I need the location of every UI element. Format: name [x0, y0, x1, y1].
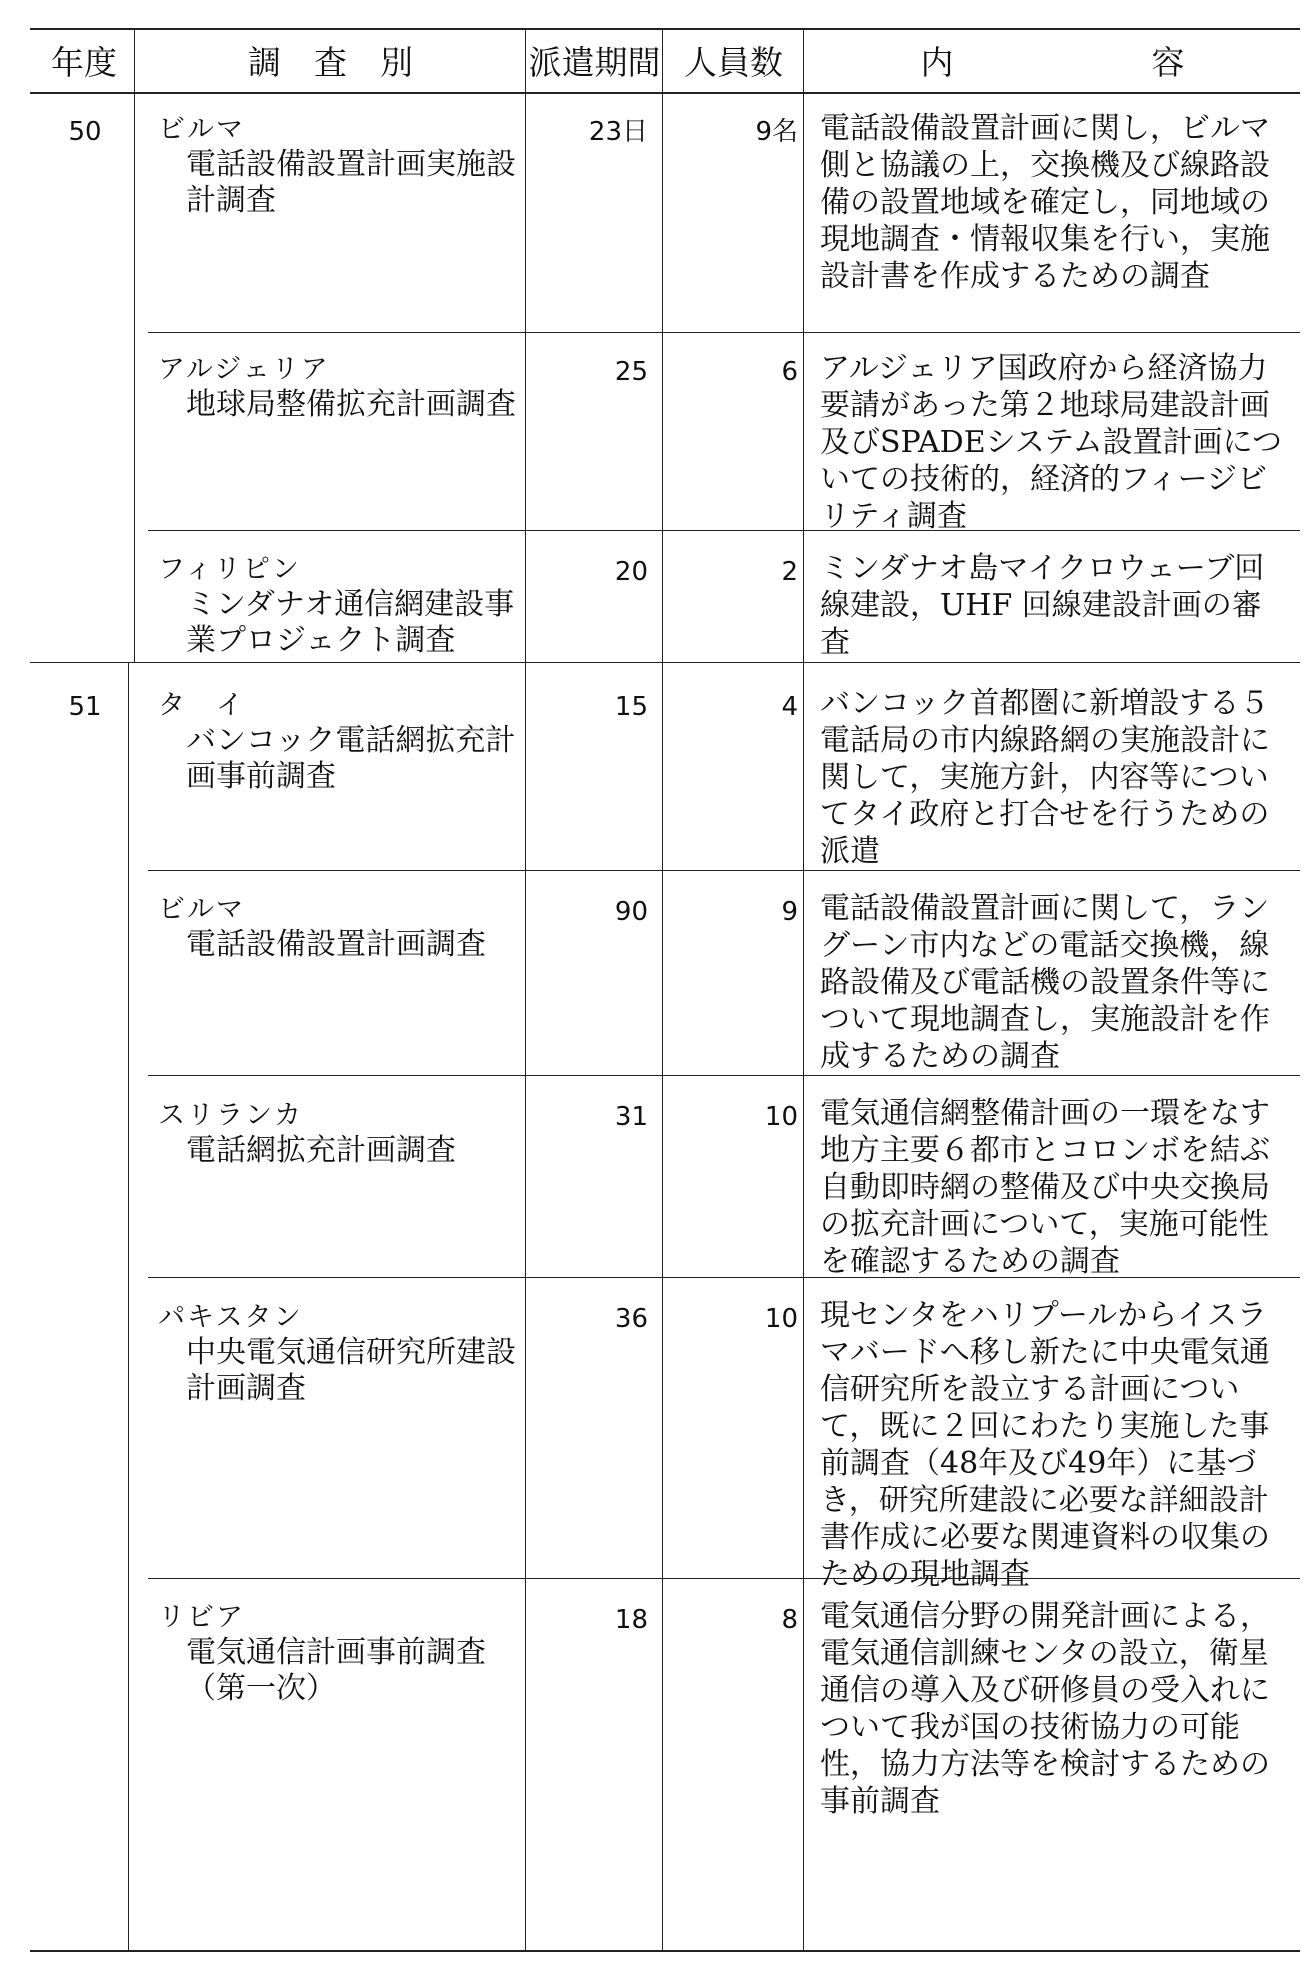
content-cell: 電話設備設置計画に関し，ビルマ側と協議の上，交換機及び線路設備の設置地域を確定し，同地域の現地調査・情報収集を行い，実施設計書を作成するための調査 — [820, 111, 1270, 294]
period-cell: 25 — [614, 357, 648, 387]
country-name: リビア — [158, 1602, 245, 1633]
column-rule — [662, 28, 663, 1950]
period-cell: 15 — [614, 692, 648, 722]
content-cell: 電気通信網整備計画の一環をなす地方主要６都市とコロンボを結ぶ自動即時網の整備及び中央交換局の拡充計画について，実施可能性を確認するための調査 — [820, 1096, 1270, 1279]
country-name: ビルマ — [158, 894, 245, 925]
people-cell: 9 — [781, 897, 798, 927]
group-divider — [30, 662, 1300, 663]
content-cell: バンコック首都圏に新増設する５電話局の市内線路網の実施設計に関して，実施方針，内容等についてタイ政府と打合せを行うための派遣 — [820, 686, 1270, 869]
survey-title: ミンダナオ通信網建設事業プロジェクト調査 — [186, 587, 515, 658]
country-name: スリランカ — [158, 1100, 303, 1131]
country-name: アルジェリア — [158, 354, 330, 385]
column-rule — [128, 662, 129, 1950]
survey-cell — [158, 1600, 518, 1707]
period-cell: 23日 — [588, 117, 648, 147]
people-cell: 10 — [764, 1304, 798, 1334]
row-divider — [148, 332, 1300, 333]
people-cell: 8 — [781, 1605, 798, 1635]
survey-cell — [158, 688, 518, 795]
row-divider — [148, 1075, 1300, 1076]
survey-title: 電話網拡充計画調査 — [186, 1133, 456, 1168]
survey-cell — [158, 352, 518, 423]
header-survey: 調 査 別 — [248, 42, 413, 82]
year-label: 51 — [68, 692, 102, 722]
country-name: フィリピン — [158, 554, 301, 585]
header-year: 年度 — [51, 42, 117, 82]
header-people: 人員数 — [684, 42, 783, 82]
country-name: タ イ — [158, 690, 245, 721]
period-cell: 31 — [614, 1102, 648, 1132]
people-cell: 4 — [781, 692, 798, 722]
survey-cell — [158, 892, 518, 963]
column-rule — [134, 28, 135, 92]
content-cell: ミンダナオ島マイクロウェーブ回線建設，UHF 回線建設計画の審査 — [820, 551, 1265, 660]
column-rule — [525, 28, 526, 1950]
period-cell: 20 — [614, 557, 648, 587]
survey-title: 電話設備設置計画調査 — [186, 927, 486, 962]
content-cell: 電気通信分野の開発計画による，電気通信訓練センタの設立，衛星通信の導入及び研修員の受入れについて我が国の技術協力の可能性，協力方法等を検討するための事前調査 — [820, 1599, 1270, 1819]
survey-title: 地球局整備拡充計画調査 — [186, 387, 516, 422]
period-cell: 36 — [614, 1304, 648, 1334]
content-cell: 現センタをハリプールからイスラマバードへ移し新たに中央電気通信研究所を設立する計画について，既に２回にわたり実施した事前調査（48年及び49年）に基づき，研究所建設に必要な詳細設計書作成に必要な関連資料の収集のための現地調査 — [820, 1298, 1270, 1592]
period-cell: 90 — [614, 897, 648, 927]
header-content: 内 容 — [920, 42, 1185, 82]
content-cell: 電話設備設置計画に関して，ラングーン市内などの電話交換機，線路設備及び電話機の設置条件等について現地調査し，実施設計を作成するための調査 — [820, 891, 1270, 1074]
row-divider — [148, 870, 1300, 871]
country-name: パキスタン — [158, 1302, 303, 1333]
survey-cell — [158, 1300, 518, 1407]
survey-title: 中央電気通信研究所建設計画調査 — [186, 1335, 516, 1406]
column-rule — [134, 92, 135, 662]
people-cell: 10 — [764, 1102, 798, 1132]
survey-title: バンコック電話網拡充計画事前調査 — [186, 723, 516, 794]
table-bottom-rule — [30, 1950, 1300, 1952]
people-cell: 9名 — [755, 117, 798, 147]
people-cell: 2 — [781, 557, 798, 587]
survey-title: 電気通信計画事前調査（第一次） — [186, 1635, 486, 1706]
survey-title: 電話設備設置計画実施設計調査 — [186, 147, 516, 218]
survey-cell — [158, 112, 518, 219]
year-label: 50 — [68, 117, 102, 147]
survey-cell — [158, 552, 518, 659]
header-period: 派遣期間 — [528, 42, 661, 82]
country-name: ビルマ — [158, 114, 245, 145]
period-cell: 18 — [614, 1605, 648, 1635]
people-cell: 6 — [781, 357, 798, 387]
survey-cell — [158, 1098, 518, 1169]
content-cell: アルジェリア国政府から経済協力要請があった第２地球局建設計画及びSPADEシステム設置計画についての技術的，経済的フィージビリティ調査 — [820, 351, 1283, 534]
column-rule — [803, 28, 804, 1950]
header-bottom-rule — [30, 92, 1300, 94]
